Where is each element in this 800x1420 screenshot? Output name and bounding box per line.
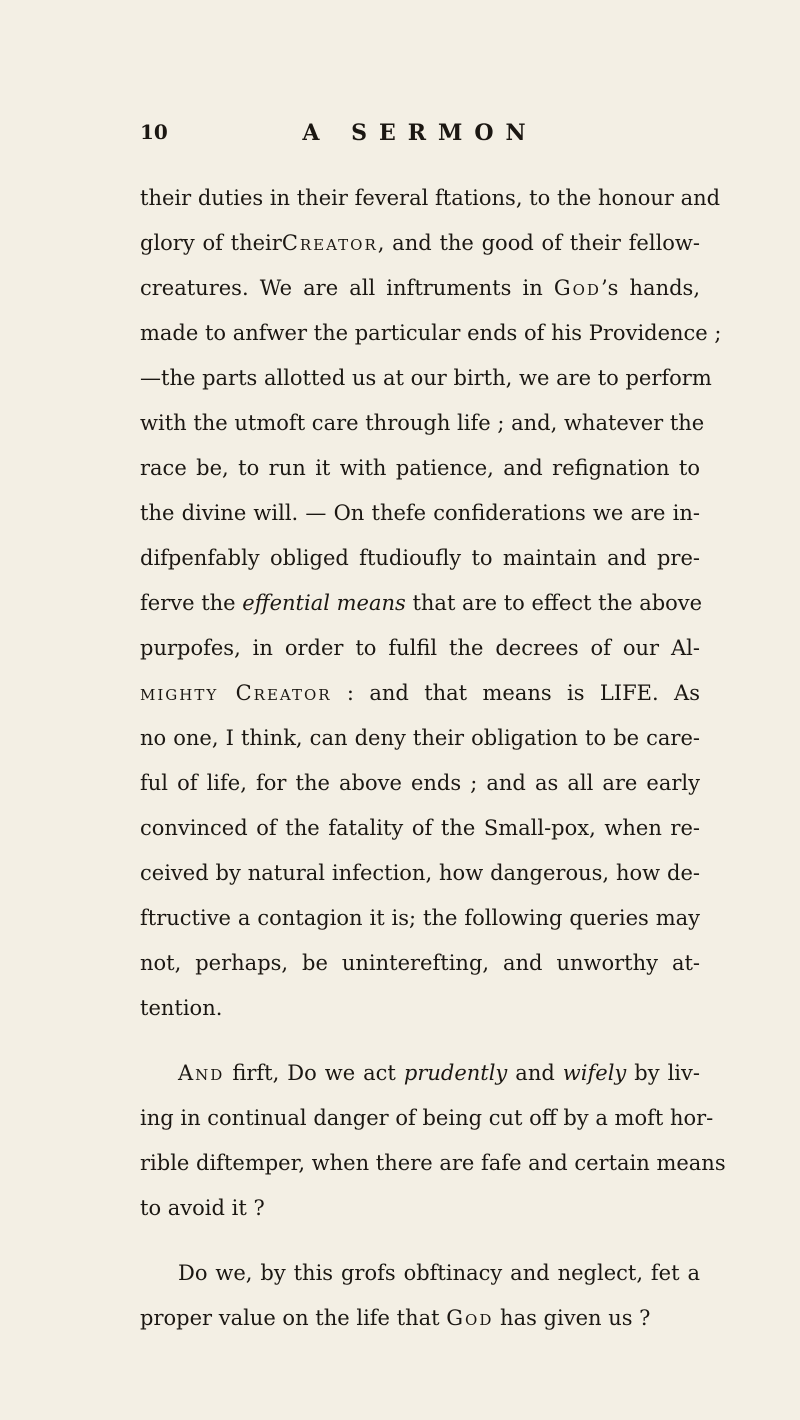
text-line: ferve the effential means that are to effect the above xyxy=(140,591,703,615)
text-line: mighty Creator : and that means is LIFE. As xyxy=(140,681,700,705)
text-line: glory of theirCreator, and the good of their fellow- xyxy=(140,231,700,255)
text-line: difpenfably obliged ftudioufly to maintain and pre- xyxy=(140,546,700,570)
text-line: creatures. We are all inftruments in God’s hands, xyxy=(140,276,700,300)
text-line: with the utmoft care through life ; and, whatever the xyxy=(140,411,705,435)
text-line: ful of life, for the above ends ; and as all are early xyxy=(140,771,700,795)
text-line: proper value on the life that God has given us ? xyxy=(140,1306,651,1330)
text-line: —the parts allotted us at our birth, we are to perform xyxy=(140,366,712,390)
text-line: rible diftemper, when there are fafe and certain means xyxy=(140,1151,726,1175)
text-line: ceived by natural infection, how dangerous, how de- xyxy=(140,861,700,885)
running-head: A SERMON xyxy=(302,120,538,146)
text-line: made to anfwer the particular ends of his Providence ; xyxy=(140,321,722,345)
text-line: convinced of the fatality of the Small-pox, when re- xyxy=(140,816,700,840)
text-line: And firft, Do we act prudently and wifely by liv- xyxy=(178,1061,700,1085)
text-line: not, perhaps, be uninterefting, and unworthy at- xyxy=(140,951,700,975)
text-line: Do we, by this grofs obftinacy and neglect, fet a xyxy=(178,1261,700,1285)
page-number: 10 xyxy=(140,120,168,144)
text-line: no one, I think, can deny their obligation to be care- xyxy=(140,726,700,750)
text-line: tention. xyxy=(140,996,223,1020)
text-line: the divine will. — On thefe confiderations we are in- xyxy=(140,501,700,525)
text-line: ing in continual danger of being cut off by a moft hor- xyxy=(140,1106,714,1130)
text-line: their duties in their feveral ftations, to the honour and xyxy=(140,186,721,210)
paragraph-3 xyxy=(140,1251,700,1341)
text-line: purpofes, in order to fulfil the decrees of our Al- xyxy=(140,636,700,660)
text-line: to avoid it ? xyxy=(140,1196,265,1220)
page-header xyxy=(140,120,700,164)
sermon-text xyxy=(140,176,726,1341)
text-line: ftructive a contagion it is; the following queries may xyxy=(140,906,700,930)
paragraph-2 xyxy=(140,1051,726,1231)
text-line: race be, to run it with patience, and refignation to xyxy=(140,456,700,480)
paragraph-1 xyxy=(140,176,722,1031)
